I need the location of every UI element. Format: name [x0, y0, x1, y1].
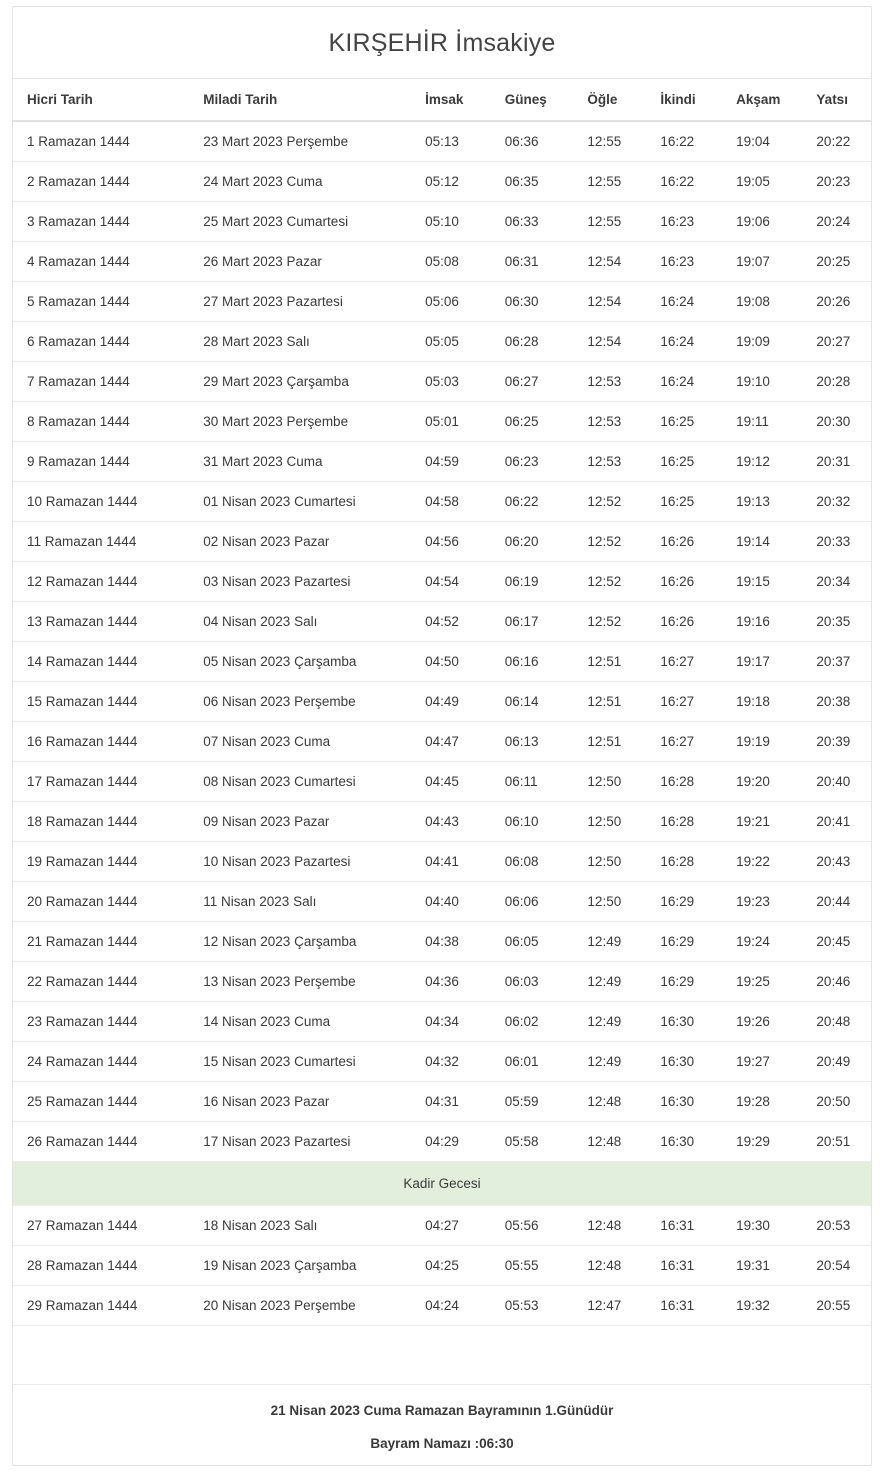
- table-cell: 16:25: [646, 482, 722, 522]
- table-cell: 12 Ramazan 1444: [13, 562, 189, 602]
- table-cell: 06:22: [491, 482, 574, 522]
- table-row: [13, 802, 871, 842]
- table-row: [13, 162, 871, 202]
- table-cell: 16:26: [646, 562, 722, 602]
- table-cell: 3 Ramazan 1444: [13, 202, 189, 242]
- table-cell: 04:25: [411, 1246, 491, 1286]
- table-cell: 06:28: [491, 322, 574, 362]
- table-row: [13, 722, 871, 762]
- column-header-hicri-tarih: Hicri Tarih: [13, 79, 189, 121]
- table-cell: 06:23: [491, 442, 574, 482]
- table-cell: 19:10: [722, 362, 802, 402]
- table-cell: 15 Ramazan 1444: [13, 682, 189, 722]
- table-cell: 04:27: [411, 1206, 491, 1246]
- table-cell: 19 Ramazan 1444: [13, 842, 189, 882]
- table-cell: 06:36: [491, 121, 574, 162]
- table-cell: 06:30: [491, 282, 574, 322]
- table-row: [13, 1286, 871, 1326]
- table-row: [13, 1002, 871, 1042]
- table-cell: 20:50: [802, 1082, 871, 1122]
- table-spacer-cell: [13, 1326, 871, 1385]
- table-cell: 16:23: [646, 242, 722, 282]
- table-cell: 19:12: [722, 442, 802, 482]
- table-cell: 5 Ramazan 1444: [13, 282, 189, 322]
- table-cell: 05:53: [491, 1286, 574, 1326]
- table-cell: 06:35: [491, 162, 574, 202]
- table-cell: 16:24: [646, 282, 722, 322]
- table-cell: 20:39: [802, 722, 871, 762]
- table-cell: 20:54: [802, 1246, 871, 1286]
- table-cell: 16:27: [646, 682, 722, 722]
- table-cell: 05:05: [411, 322, 491, 362]
- table-cell: 12:49: [573, 1042, 646, 1082]
- table-row: [13, 1246, 871, 1286]
- table-row: [13, 282, 871, 322]
- table-cell: 19:27: [722, 1042, 802, 1082]
- table-cell: 16:23: [646, 202, 722, 242]
- table-cell: 13 Ramazan 1444: [13, 602, 189, 642]
- table-cell: 19:22: [722, 842, 802, 882]
- table-cell: 20:28: [802, 362, 871, 402]
- table-cell: 06:11: [491, 762, 574, 802]
- table-row: [13, 522, 871, 562]
- table-cell: 10 Nisan 2023 Pazartesi: [189, 842, 411, 882]
- table-cell: 12:54: [573, 282, 646, 322]
- table-cell: 23 Mart 2023 Perşembe: [189, 121, 411, 162]
- table-cell: 15 Nisan 2023 Cumartesi: [189, 1042, 411, 1082]
- table-cell: 24 Ramazan 1444: [13, 1042, 189, 1082]
- table-cell: 16:26: [646, 602, 722, 642]
- table-cell: 11 Nisan 2023 Salı: [189, 882, 411, 922]
- table-cell: 12:50: [573, 842, 646, 882]
- table-cell: 04:58: [411, 482, 491, 522]
- table-row: [13, 322, 871, 362]
- table-cell: 19:32: [722, 1286, 802, 1326]
- table-cell: 30 Mart 2023 Perşembe: [189, 402, 411, 442]
- table-cell: 19 Nisan 2023 Çarşamba: [189, 1246, 411, 1286]
- table-cell: 04:41: [411, 842, 491, 882]
- table-cell: 06:33: [491, 202, 574, 242]
- table-cell: 2 Ramazan 1444: [13, 162, 189, 202]
- table-cell: 16:22: [646, 121, 722, 162]
- table-cell: 19:17: [722, 642, 802, 682]
- table-cell: 03 Nisan 2023 Pazartesi: [189, 562, 411, 602]
- table-cell: 17 Ramazan 1444: [13, 762, 189, 802]
- table-cell: 12:52: [573, 602, 646, 642]
- table-cell: 19:20: [722, 762, 802, 802]
- table-cell: 22 Ramazan 1444: [13, 962, 189, 1002]
- table-cell: 20:34: [802, 562, 871, 602]
- column-header-ikindi: İkindi: [646, 79, 722, 121]
- table-cell: 12:54: [573, 242, 646, 282]
- table-cell: 19:14: [722, 522, 802, 562]
- table-cell: 06:20: [491, 522, 574, 562]
- table-cell: 04:24: [411, 1286, 491, 1326]
- table-cell: 16:31: [646, 1286, 722, 1326]
- table-cell: 01 Nisan 2023 Cumartesi: [189, 482, 411, 522]
- table-cell: 18 Ramazan 1444: [13, 802, 189, 842]
- table-cell: 16:28: [646, 762, 722, 802]
- table-cell: 19:25: [722, 962, 802, 1002]
- table-cell: 06:10: [491, 802, 574, 842]
- table-cell: 25 Mart 2023 Cumartesi: [189, 202, 411, 242]
- table-cell: 12:48: [573, 1246, 646, 1286]
- table-cell: 12:55: [573, 162, 646, 202]
- table-row: [13, 482, 871, 522]
- table-cell: 06:31: [491, 242, 574, 282]
- table-cell: 06:19: [491, 562, 574, 602]
- table-cell: 05:58: [491, 1122, 574, 1162]
- table-cell: 19:29: [722, 1122, 802, 1162]
- table-cell: 12:52: [573, 522, 646, 562]
- table-row: [13, 1122, 871, 1162]
- table-cell: 20:53: [802, 1206, 871, 1246]
- table-cell: 14 Ramazan 1444: [13, 642, 189, 682]
- table-cell: 31 Mart 2023 Cuma: [189, 442, 411, 482]
- table-cell: 04:32: [411, 1042, 491, 1082]
- table-cell: 16:31: [646, 1246, 722, 1286]
- table-cell: 20:48: [802, 1002, 871, 1042]
- table-cell: 20:43: [802, 842, 871, 882]
- table-cell: 07 Nisan 2023 Cuma: [189, 722, 411, 762]
- table-row: [13, 642, 871, 682]
- table-cell: 12:50: [573, 762, 646, 802]
- table-cell: 20:38: [802, 682, 871, 722]
- table-cell: 06:08: [491, 842, 574, 882]
- column-header-yatsi: Yatsı: [802, 79, 871, 121]
- table-cell: 20:26: [802, 282, 871, 322]
- table-cell: 05:01: [411, 402, 491, 442]
- table-row: [13, 442, 871, 482]
- table-cell: 20:27: [802, 322, 871, 362]
- table-cell: 11 Ramazan 1444: [13, 522, 189, 562]
- table-cell: 04:47: [411, 722, 491, 762]
- table-cell: 4 Ramazan 1444: [13, 242, 189, 282]
- table-cell: 12:49: [573, 1002, 646, 1042]
- table-cell: 19:08: [722, 282, 802, 322]
- table-cell: 12:50: [573, 882, 646, 922]
- table-cell: 05:56: [491, 1206, 574, 1246]
- table-cell: 12:53: [573, 362, 646, 402]
- table-cell: 06:14: [491, 682, 574, 722]
- imsakiye-table: [13, 79, 871, 1385]
- table-cell: 04:43: [411, 802, 491, 842]
- imsakiye-card: [12, 6, 872, 1466]
- table-cell: 21 Ramazan 1444: [13, 922, 189, 962]
- table-cell: 20:40: [802, 762, 871, 802]
- table-row: [13, 842, 871, 882]
- table-header-row: [13, 79, 871, 121]
- table-cell: 20:41: [802, 802, 871, 842]
- special-row-label: Kadir Gecesi: [13, 1162, 871, 1206]
- table-row: [13, 202, 871, 242]
- table-cell: 12:51: [573, 682, 646, 722]
- table-cell: 12:53: [573, 442, 646, 482]
- table-cell: 12 Nisan 2023 Çarşamba: [189, 922, 411, 962]
- table-cell: 26 Ramazan 1444: [13, 1122, 189, 1162]
- table-cell: 19:23: [722, 882, 802, 922]
- table-cell: 6 Ramazan 1444: [13, 322, 189, 362]
- table-cell: 16:25: [646, 442, 722, 482]
- table-cell: 16:26: [646, 522, 722, 562]
- table-cell: 27 Mart 2023 Pazartesi: [189, 282, 411, 322]
- column-header-ogle: Öğle: [573, 79, 646, 121]
- table-cell: 20:33: [802, 522, 871, 562]
- table-cell: 06:03: [491, 962, 574, 1002]
- table-cell: 04:34: [411, 1002, 491, 1042]
- table-row: [13, 362, 871, 402]
- table-row: [13, 962, 871, 1002]
- table-cell: 05:55: [491, 1246, 574, 1286]
- table-cell: 20:51: [802, 1122, 871, 1162]
- table-cell: 06:27: [491, 362, 574, 402]
- table-cell: 19:28: [722, 1082, 802, 1122]
- table-cell: 20:32: [802, 482, 871, 522]
- table-row: [13, 242, 871, 282]
- table-cell: 28 Mart 2023 Salı: [189, 322, 411, 362]
- table-body: [13, 121, 871, 1385]
- table-cell: 19:30: [722, 1206, 802, 1246]
- table-cell: 12:55: [573, 202, 646, 242]
- table-cell: 19:13: [722, 482, 802, 522]
- table-cell: 09 Nisan 2023 Pazar: [189, 802, 411, 842]
- table-cell: 19:31: [722, 1246, 802, 1286]
- table-cell: 08 Nisan 2023 Cumartesi: [189, 762, 411, 802]
- table-cell: 16:28: [646, 842, 722, 882]
- table-cell: 20 Ramazan 1444: [13, 882, 189, 922]
- table-row: [13, 1206, 871, 1246]
- table-cell: 12:53: [573, 402, 646, 442]
- table-cell: 12:51: [573, 642, 646, 682]
- table-cell: 04:52: [411, 602, 491, 642]
- special-row-kadir-gecesi: [13, 1162, 871, 1206]
- table-cell: 12:48: [573, 1122, 646, 1162]
- table-cell: 20:55: [802, 1286, 871, 1326]
- table-cell: 05:13: [411, 121, 491, 162]
- table-cell: 16:29: [646, 922, 722, 962]
- table-cell: 12:55: [573, 121, 646, 162]
- table-cell: 19:07: [722, 242, 802, 282]
- table-cell: 19:18: [722, 682, 802, 722]
- table-cell: 06:25: [491, 402, 574, 442]
- table-cell: 16:29: [646, 882, 722, 922]
- table-cell: 19:21: [722, 802, 802, 842]
- table-cell: 16:27: [646, 642, 722, 682]
- table-cell: 04:50: [411, 642, 491, 682]
- table-row: [13, 1042, 871, 1082]
- footer-bayram-line: 21 Nisan 2023 Cuma Ramazan Bayramının 1.Günüdür: [270, 1403, 614, 1418]
- table-cell: 16:25: [646, 402, 722, 442]
- title-bar: [13, 7, 871, 79]
- table-cell: 20:35: [802, 602, 871, 642]
- table-cell: 12:49: [573, 962, 646, 1002]
- table-cell: 16:24: [646, 362, 722, 402]
- table-cell: 7 Ramazan 1444: [13, 362, 189, 402]
- table-cell: 06:05: [491, 922, 574, 962]
- column-header-miladi-tarih: Miladi Tarih: [189, 79, 411, 121]
- table-cell: 14 Nisan 2023 Cuma: [189, 1002, 411, 1042]
- table-cell: 06:17: [491, 602, 574, 642]
- column-header-aksam: Akşam: [722, 79, 802, 121]
- table-cell: 04:36: [411, 962, 491, 1002]
- table-cell: 20:37: [802, 642, 871, 682]
- table-cell: 06:06: [491, 882, 574, 922]
- table-cell: 16:30: [646, 1002, 722, 1042]
- table-cell: 20:44: [802, 882, 871, 922]
- table-cell: 05:12: [411, 162, 491, 202]
- table-cell: 06:16: [491, 642, 574, 682]
- table-cell: 12:47: [573, 1286, 646, 1326]
- table-cell: 1 Ramazan 1444: [13, 121, 189, 162]
- table-cell: 06:02: [491, 1002, 574, 1042]
- table-row: [13, 562, 871, 602]
- footer-bayram-namazi-line: Bayram Namazı :06:30: [370, 1436, 514, 1451]
- table-row: [13, 602, 871, 642]
- table-cell: 04:56: [411, 522, 491, 562]
- table-cell: 19:11: [722, 402, 802, 442]
- table-cell: 19:04: [722, 121, 802, 162]
- table-cell: 8 Ramazan 1444: [13, 402, 189, 442]
- table-cell: 16:30: [646, 1082, 722, 1122]
- table-cell: 29 Mart 2023 Çarşamba: [189, 362, 411, 402]
- table-cell: 19:16: [722, 602, 802, 642]
- table-cell: 12:48: [573, 1082, 646, 1122]
- table-cell: 04:38: [411, 922, 491, 962]
- page-title: KIRŞEHİR İmsakiye: [328, 29, 556, 57]
- table-cell: 20:30: [802, 402, 871, 442]
- table-cell: 19:19: [722, 722, 802, 762]
- table-cell: 06:01: [491, 1042, 574, 1082]
- table-header: [13, 79, 871, 121]
- table-cell: 16:28: [646, 802, 722, 842]
- table-cell: 04:31: [411, 1082, 491, 1122]
- table-cell: 20:25: [802, 242, 871, 282]
- table-row: [13, 1082, 871, 1122]
- table-cell: 19:15: [722, 562, 802, 602]
- table-cell: 04:45: [411, 762, 491, 802]
- table-cell: 23 Ramazan 1444: [13, 1002, 189, 1042]
- table-cell: 20:46: [802, 962, 871, 1002]
- table-cell: 04:59: [411, 442, 491, 482]
- table-cell: 19:26: [722, 1002, 802, 1042]
- table-cell: 20:45: [802, 922, 871, 962]
- table-cell: 13 Nisan 2023 Perşembe: [189, 962, 411, 1002]
- table-cell: 16:27: [646, 722, 722, 762]
- table-spacer-row: [13, 1326, 871, 1385]
- table-cell: 05:59: [491, 1082, 574, 1122]
- table-cell: 16 Ramazan 1444: [13, 722, 189, 762]
- table-cell: 12:48: [573, 1206, 646, 1246]
- table-row: [13, 922, 871, 962]
- table-cell: 06 Nisan 2023 Perşembe: [189, 682, 411, 722]
- table-cell: 16:29: [646, 962, 722, 1002]
- table-cell: 29 Ramazan 1444: [13, 1286, 189, 1326]
- table-cell: 20:49: [802, 1042, 871, 1082]
- table-cell: 04:29: [411, 1122, 491, 1162]
- table-cell: 04:49: [411, 682, 491, 722]
- table-cell: 12:50: [573, 802, 646, 842]
- table-cell: 04:40: [411, 882, 491, 922]
- table-cell: 04 Nisan 2023 Salı: [189, 602, 411, 642]
- table-cell: 20:24: [802, 202, 871, 242]
- table-cell: 24 Mart 2023 Cuma: [189, 162, 411, 202]
- table-cell: 20:22: [802, 121, 871, 162]
- table-cell: 16:31: [646, 1206, 722, 1246]
- table-row: [13, 402, 871, 442]
- table-cell: 16:24: [646, 322, 722, 362]
- table-cell: 19:05: [722, 162, 802, 202]
- table-cell: 06:13: [491, 722, 574, 762]
- table-cell: 20:23: [802, 162, 871, 202]
- table-cell: 04:54: [411, 562, 491, 602]
- table-cell: 19:06: [722, 202, 802, 242]
- footer: [13, 1385, 871, 1465]
- table-cell: 19:24: [722, 922, 802, 962]
- table-cell: 05:03: [411, 362, 491, 402]
- table-cell: 12:49: [573, 922, 646, 962]
- table-cell: 17 Nisan 2023 Pazartesi: [189, 1122, 411, 1162]
- table-cell: 16 Nisan 2023 Pazar: [189, 1082, 411, 1122]
- table-cell: 19:09: [722, 322, 802, 362]
- table-cell: 05:06: [411, 282, 491, 322]
- table-cell: 26 Mart 2023 Pazar: [189, 242, 411, 282]
- table-cell: 10 Ramazan 1444: [13, 482, 189, 522]
- table-cell: 27 Ramazan 1444: [13, 1206, 189, 1246]
- table-cell: 16:30: [646, 1042, 722, 1082]
- table-row: [13, 682, 871, 722]
- table-cell: 16:22: [646, 162, 722, 202]
- table-cell: 05 Nisan 2023 Çarşamba: [189, 642, 411, 682]
- table-cell: 12:52: [573, 562, 646, 602]
- table-cell: 05:08: [411, 242, 491, 282]
- table-cell: 9 Ramazan 1444: [13, 442, 189, 482]
- table-cell: 05:10: [411, 202, 491, 242]
- column-header-gunes: Güneş: [491, 79, 574, 121]
- table-row: [13, 121, 871, 162]
- table-row: [13, 762, 871, 802]
- table-cell: 20:31: [802, 442, 871, 482]
- table-cell: 20 Nisan 2023 Perşembe: [189, 1286, 411, 1326]
- table-cell: 18 Nisan 2023 Salı: [189, 1206, 411, 1246]
- table-cell: 28 Ramazan 1444: [13, 1246, 189, 1286]
- table-cell: 16:30: [646, 1122, 722, 1162]
- table-cell: 12:51: [573, 722, 646, 762]
- table-cell: 02 Nisan 2023 Pazar: [189, 522, 411, 562]
- table-cell: 12:54: [573, 322, 646, 362]
- table-cell: 12:52: [573, 482, 646, 522]
- table-row: [13, 882, 871, 922]
- table-cell: 25 Ramazan 1444: [13, 1082, 189, 1122]
- column-header-imsak: İmsak: [411, 79, 491, 121]
